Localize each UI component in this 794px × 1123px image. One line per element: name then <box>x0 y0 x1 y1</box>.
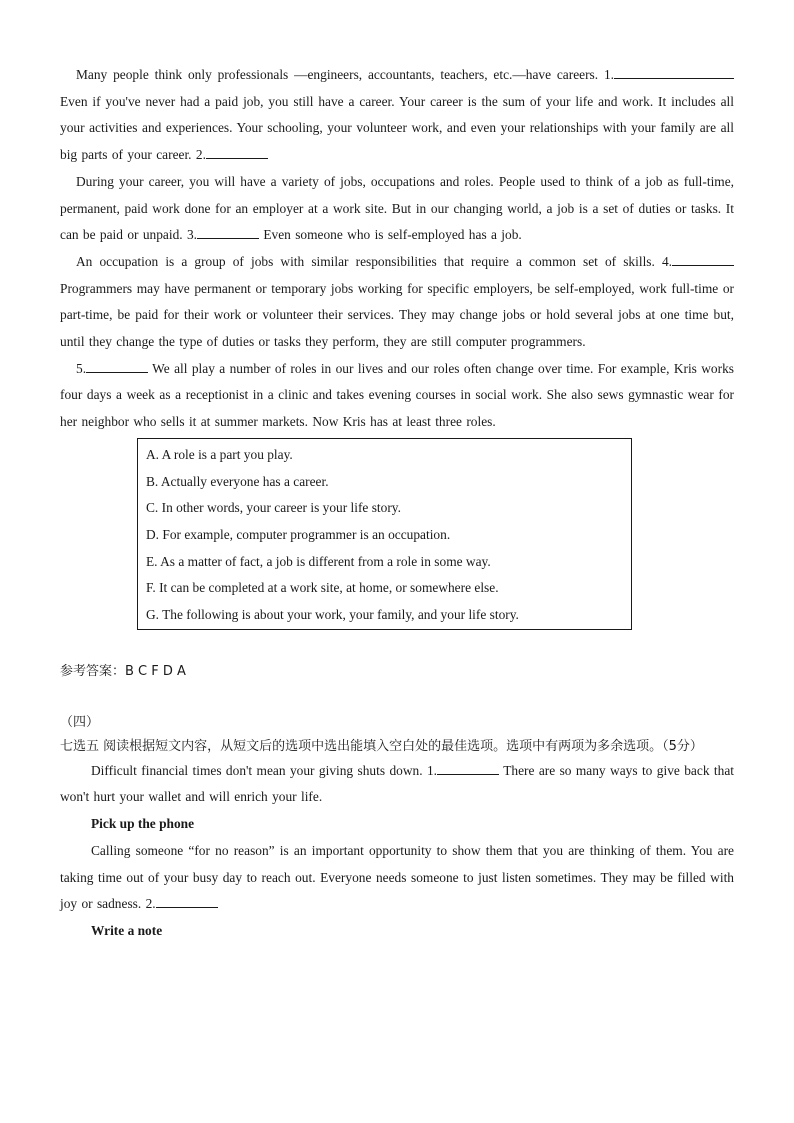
option-d: D. For example, computer programmer is an occupation. <box>146 526 451 542</box>
paragraph-text: An occupation is a group of jobs with similar responsibilities that require a common set of skills. 4. <box>76 253 672 269</box>
paragraph-text: 5. <box>76 360 87 376</box>
paragraph-text: Difficult financial times don't mean your giving shuts down. 1. <box>91 762 438 778</box>
answer-blank-1[interactable] <box>614 64 734 79</box>
option-a: A. A role is a part you play. <box>146 446 293 462</box>
answer-blank-5[interactable] <box>86 358 148 373</box>
paragraph-text: Calling someone “for no reason” is an important opportunity to show them that you are thinking of them. You are taking time out of your busy day to reach out. Everyone needs someone to just listen sometimes. They may be filled with joy or sadness. 2. <box>60 842 734 912</box>
options-box <box>137 438 632 630</box>
paragraph-text: Even if you've never had a paid job, you still have a career. Your career is the sum of your life and work. It includes all your activities and experiences. Your schooling, your volunteer work, and even your relationships with your family are all big parts of your career. 2. <box>60 93 734 163</box>
passage-paragraph-1 <box>60 62 734 169</box>
section-instructions: 七选五 阅读根据短文内容，从短文后的选项中选出能填入空白处的最佳选项。选项中有两项为多余选项。（5分） <box>60 738 703 754</box>
section4-paragraph-1 <box>60 838 734 918</box>
option-g: G. The following is about your work, your family, and your life story. <box>146 607 519 623</box>
answer-blank-4[interactable] <box>672 251 734 266</box>
paragraph-text: Even someone who is self-employed has a job. <box>259 227 522 243</box>
option-f: F. It can be completed at a work site, at home, or somewhere else. <box>146 580 499 596</box>
paragraph-text: Programmers may have permanent or temporary jobs working for specific employers, be self-employed, work full-time or part-time, be paid for their work or volunteer their services. They may change jobs or hold several jobs at one time but, until they change the type of duties or tasks they perform, they are still computer programmers. <box>60 280 734 350</box>
answer-blank-2[interactable] <box>206 144 268 159</box>
section-number: （四） <box>60 714 100 730</box>
worksheet-page <box>60 62 734 945</box>
paragraph-text: Many people think only professionals —engineers, accountants, teachers, etc.—have careers. 1. <box>76 67 614 82</box>
subheading-pick-up-phone: Pick up the phone <box>91 816 195 832</box>
answer-blank-1[interactable] <box>437 760 499 775</box>
section3-passage <box>60 62 734 436</box>
answer-blank-2[interactable] <box>156 893 218 908</box>
option-c: C. In other words, your career is your life story. <box>146 500 401 516</box>
option-e: E. As a matter of fact, a job is different from a role in some way. <box>146 553 491 569</box>
answer-blank-3[interactable] <box>197 224 259 239</box>
passage-paragraph-2 <box>60 169 734 249</box>
paragraph-text: There are so many ways to give back that won't hurt your wallet and will enrich your life. <box>60 762 734 805</box>
section4-intro <box>60 758 734 811</box>
subheading-write-note: Write a note <box>91 922 163 938</box>
passage-paragraph-3 <box>60 249 734 356</box>
paragraph-text: During your career, you will have a variety of jobs, occupations and roles. People used to think of a job as full-time, permanent, paid work done for an employer at a work site. But in our changing world, a job is a set of duties or tasks. It can be paid or unpaid. 3. <box>60 173 734 243</box>
paragraph-text: We all play a number of roles in our lives and our roles often change over time. For example, Kris works four days a week as a receptionist in a clinic and takes evening courses in social work. She also sews gymnastic wear for her neighbor who sells it at summer markets. Now Kris has at least three roles. <box>60 360 734 430</box>
option-b: B. Actually everyone has a career. <box>146 473 329 489</box>
passage-paragraph-4 <box>60 356 734 436</box>
answer-key: 参考答案：B C F D A <box>60 663 186 679</box>
